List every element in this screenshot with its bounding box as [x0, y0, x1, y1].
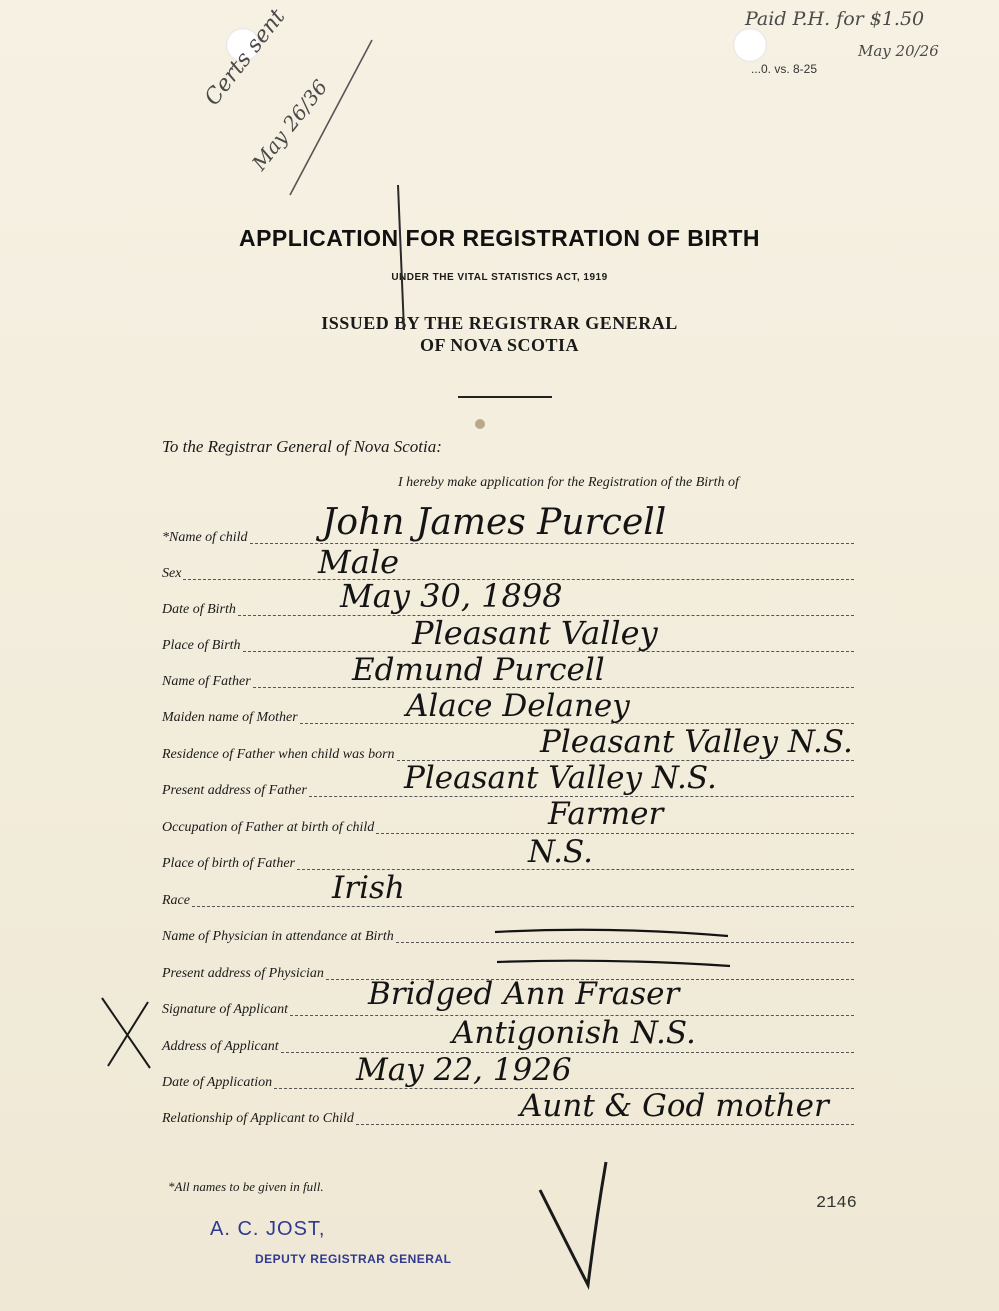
certs-sent-date-note: May 26/36 [247, 75, 333, 175]
handwritten-residence-of-father: Pleasant Valley N.S. [540, 724, 853, 760]
handwritten-race: Irish [332, 870, 405, 906]
form-subtitle: UNDER THE VITAL STATISTICS ACT, 1919 [391, 272, 608, 283]
x-mark [102, 998, 150, 1068]
punch-hole-right [733, 28, 767, 62]
form-code: ...0. vs. 8-25 [751, 62, 818, 76]
handwritten-signature-of-applicant: Bridged Ann Fraser [368, 976, 680, 1012]
field-row-race [162, 889, 854, 909]
field-label: Date of Application [162, 1075, 273, 1090]
paid-date-note: May 20/26 [858, 42, 939, 60]
handwritten-present-address-of-father: Pleasant Valley N.S. [404, 760, 717, 796]
handwritten-maiden-name-of-mother: Alace Delaney [406, 688, 630, 724]
footnote: *All names to be given in full. [168, 1179, 324, 1194]
field-label: Race [162, 893, 190, 908]
handwritten-sex: Male [318, 543, 400, 581]
handwritten-place-of-birth: Pleasant Valley [412, 614, 658, 652]
field-label: Signature of Applicant [162, 1002, 288, 1017]
salutation: To the Registrar General of Nova Scotia: [162, 437, 442, 456]
field-label: *Name of child [162, 530, 248, 545]
field-row-place-of-birth-of-father [162, 852, 854, 872]
certs-sent-note: Certs sent [200, 4, 291, 111]
intro-text: I hereby make application for the Registration of the Birth of [398, 475, 739, 490]
field-label: Place of Birth [162, 638, 241, 653]
field-label: Present address of Physician [162, 966, 324, 981]
handwritten-name-of-father: Edmund Purcell [352, 652, 605, 688]
field-label: Name of Father [162, 674, 251, 689]
issued-line-1: ISSUED BY THE REGISTRAR GENERAL [321, 313, 678, 333]
field-label: Address of Applicant [162, 1039, 279, 1054]
issued-line-2: OF NOVA SCOTIA [419, 335, 580, 355]
form-title: APPLICATION FOR REGISTRATION OF BIRTH [238, 225, 761, 251]
paid-note: Paid P.H. for $1.50 [745, 8, 925, 30]
field-row-occupation-of-father [162, 816, 854, 836]
vertical-pen-line [398, 185, 404, 330]
ink-spot [475, 419, 485, 429]
field-label: Occupation of Father at birth of child [162, 820, 375, 835]
handwritten-name-of-child: John James Purcell [322, 502, 667, 543]
handwritten-address-of-applicant: Antigonish N.S. [452, 1015, 696, 1051]
field-row-physician-name [162, 925, 854, 945]
field-label: Sex [162, 566, 182, 581]
stamp-name: A. C. JOST, [210, 1218, 326, 1240]
handwritten-occupation-of-father: Farmer [548, 796, 664, 832]
handwritten-relationship: Aunt & God mother [520, 1088, 829, 1124]
field-label: Name of Physician in attendance at Birth [162, 929, 394, 944]
handwritten-date-of-birth: May 30, 1898 [340, 577, 563, 615]
handwritten-place-of-birth-of-father: N.S. [528, 834, 593, 870]
field-label: Maiden name of Mother [162, 710, 298, 725]
field-label: Present address of Father [162, 783, 307, 798]
handwritten-date-of-application: May 22, 1926 [356, 1052, 572, 1088]
field-label: Date of Birth [162, 602, 236, 617]
field-label: Residence of Father when child was born [162, 747, 395, 762]
check-mark [540, 1162, 606, 1285]
issued-by [0, 312, 999, 356]
document-number: 2146 [816, 1194, 857, 1213]
field-label: Relationship of Applicant to Child [162, 1111, 354, 1126]
stamp-title: DEPUTY REGISTRAR GENERAL [255, 1252, 452, 1266]
title-rule [458, 396, 552, 398]
field-label: Place of birth of Father [162, 856, 295, 871]
